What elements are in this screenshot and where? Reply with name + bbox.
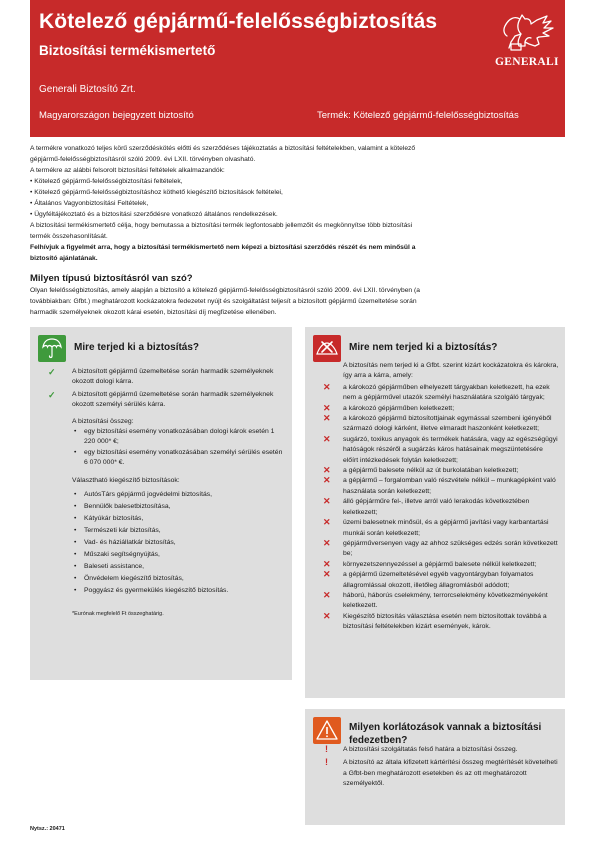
not-covered-content <box>313 361 559 633</box>
x-mark-icon: ✕ <box>323 537 331 548</box>
exclusion-text: a károkozó gépjármű biztosítottjainak egymással szembeni igényéből származó dologi kárként, illetve elmaradt haszonként keletkezett; <box>343 415 552 433</box>
covered-item-text: A biztosított gépjármű üzemeltetése során harmadik személyeknek okozott személyi sérülés kárra. <box>72 390 274 409</box>
exclusion-item <box>313 570 559 591</box>
generali-logo <box>495 10 557 68</box>
document-subtitle: Biztosítási termékismertető <box>39 43 216 58</box>
section-line: harmadik személyeknek okozott kárai esetén, biztosítási díj megfizetése ellenében. <box>30 309 277 316</box>
exclusion-text: a károkozó gépjárműben elhelyezett tárgyakban keletkezett, ha ezek nem a gépjárművel utazók személyi használatára szolgáló tárgyak; <box>343 383 550 402</box>
x-mark-icon: ✕ <box>323 465 331 476</box>
exclusion-item <box>313 466 559 476</box>
header-banner <box>30 0 565 137</box>
company-name: Generali Biztosító Zrt. <box>39 84 136 95</box>
brand-name: GENERALI <box>495 56 559 68</box>
option-item: • Poggyász és gyermekülés kiegészítő biztosítás. <box>38 586 286 596</box>
limits-box <box>305 709 565 825</box>
option-item: • Bennülők balesetbiztosítása, <box>38 502 286 512</box>
warning-icon <box>313 717 341 744</box>
exclusion-item <box>313 383 559 404</box>
x-mark-icon: ✕ <box>323 413 331 424</box>
exclusion-item <box>313 414 559 435</box>
exclusion-text: környezetszennyezéssel a gépjármű balesete nélkül keletkezett; <box>343 560 537 568</box>
x-mark-icon: ✕ <box>323 569 331 580</box>
option-item: • Baleseti assistance, <box>38 562 286 572</box>
intro-notice: Felhívjuk a figyelmét arra, hogy a biztosítási termékismertető nem képezi a biztosítási szerződés részét és nem minősül a <box>30 244 416 251</box>
limits-title: Milyen korlátozások vannak a biztosítási fedezetben? <box>349 722 542 746</box>
exclusion-text: Kiegészítő biztosítás választása esetén nem biztosítottak továbbá a biztosítási feltételekben kizárt események, károk. <box>343 612 547 631</box>
umbrella-icon <box>38 335 66 362</box>
lion-icon <box>495 10 557 52</box>
exclusion-item <box>313 539 559 560</box>
section-heading: Milyen típusú biztosításról van szó? <box>30 273 193 284</box>
intro-line: A termékre az alábbi felsorolt biztosítási feltételek alkalmazandók: <box>30 167 225 174</box>
option-item: • Műszaki segítségnyújtás, <box>38 550 286 560</box>
registration-number: Nytsz.: 20471 <box>30 826 65 832</box>
section-text <box>30 285 565 318</box>
not-covered-title: Mire nem terjed ki a biztosítás? <box>349 342 498 353</box>
x-mark-icon: ✕ <box>323 558 331 569</box>
sum-item: • egy biztosítási esemény vonatkozásában dologi károk esetén 1 220 000* €; <box>38 427 286 448</box>
document-title: Kötelező gépjármű-felelősségbiztosítás <box>39 10 438 33</box>
limit-item <box>313 758 559 789</box>
section-line: továbbiakban: Gfbt.) meghatározott kockázatokra fedezetet nyújt és szolgáltatást teljesít a biztosított gépjármű üzemeltetése során <box>30 298 417 305</box>
section-line: Olyan felelősségbiztosítás, amely alapján a biztosító a kötelező gépjármű-felelősségbiztosításról szóló 2009. évi LXII. törvényben (a <box>30 287 420 294</box>
cross-icon <box>313 335 341 362</box>
intro-text <box>30 143 565 264</box>
covered-box <box>30 327 292 680</box>
option-item: • Vad- és háziállatkár biztosítás, <box>38 538 286 548</box>
exclusion-text: üzemi balesetnek minősül, és a gépjármű javítási vagy karbantartási munkái során keletkezett; <box>343 519 549 537</box>
exclusion-item <box>313 612 559 633</box>
exclamation-icon: ! <box>325 744 328 754</box>
exclusion-item <box>313 497 559 518</box>
checkmark-icon: ✓ <box>48 389 56 400</box>
exclusion-item <box>313 404 559 414</box>
x-mark-icon: ✕ <box>323 475 331 486</box>
covered-item-text: A biztosított gépjármű üzemeltetése során harmadik személyeknek okozott dologi kárra. <box>72 368 274 386</box>
covered-item <box>38 390 286 411</box>
covered-content <box>38 367 286 619</box>
footnote: *Eurónak megfelelő Ft összeghatárig. <box>72 611 164 618</box>
x-mark-icon: ✕ <box>323 610 331 621</box>
exclusion-item <box>313 591 559 612</box>
intro-closing: termék összehasonlítását. <box>30 233 108 240</box>
exclusion-item <box>313 435 559 466</box>
limits-content <box>313 745 559 793</box>
intro-line: gépjármű-felelősségbiztosításról szóló 2009. évi LXII. törvényben olvasható. <box>30 156 256 163</box>
intro-bullet: • Kötelező gépjármű-felelősségbiztosítási feltételek, <box>30 176 565 187</box>
limit-item <box>313 745 559 755</box>
not-covered-box <box>305 327 565 698</box>
sum-label: A biztosítási összeg: <box>72 417 134 425</box>
covered-title: Mire terjed ki a biztosítás? <box>74 342 200 353</box>
x-mark-icon: ✕ <box>323 433 331 444</box>
not-covered-intro: A biztosítás nem terjed ki a Gfbt. szerint kizárt kockázatokra és károkra, így arra a kárra, amely: <box>343 362 559 380</box>
covered-item <box>38 367 286 388</box>
exclusion-text: gépjárműversenyen vagy az ahhoz szükséges edzés során következett be; <box>343 539 558 558</box>
option-item: • Kátyúkár biztosítás, <box>38 514 286 524</box>
options-label: Választható kiegészítő biztosítások: <box>72 476 180 484</box>
x-mark-icon: ✕ <box>323 381 331 392</box>
intro-line: A termékre vonatkozó teljes körű szerződéskötés előtti és szerződéses tájékoztatás a biztosítási feltételekben, valamint a kötelező <box>30 145 416 152</box>
exclusion-text: álló gépjárműre fel-, illetve arról való lerakodás következtében keletkezett; <box>343 498 530 516</box>
exclusion-item <box>313 476 559 497</box>
exclusion-text: háború, háborús cselekmény, terrorcselekmény következményeként keletkezett. <box>343 591 548 610</box>
x-mark-icon: ✕ <box>323 517 331 528</box>
intro-notice: biztosító ajánlatának. <box>30 255 98 262</box>
limit-text: A biztosító az általa kifizetett kártérítési összeg megtérítését követelheti a Gfbt-ben meghatározott esetekben és az ott meghatározott személyektől. <box>343 759 558 788</box>
product-name: Termék: Kötelező gépjármű-felelősségbiztosítás <box>317 110 519 121</box>
exclusion-text: a gépjármű balesete nélkül az út burkolatában keletkezett; <box>343 467 519 475</box>
intro-bullet: • Általános Vagyonbiztosítási Feltételek, <box>30 198 565 209</box>
sum-item: • egy biztosítási esemény vonatkozásában személyi sérülés esetén 6 070 000* €. <box>38 448 286 469</box>
intro-closing: A biztosítási termékismertető célja, hogy bemutassa a biztosítási termék legfontosabb jellemzőit és megkönnyítse több biztosítási <box>30 222 413 229</box>
exclusion-text: a károkozó gépjárműben keletkezett; <box>343 404 455 412</box>
exclusion-text: a gépjármű üzemeltetésével egyéb vagyontárgyban folyamatos állagromlással okozott, illetőleg állagromlásból adódott; <box>343 571 534 589</box>
registration-note: Magyarországon bejegyzett biztosító <box>39 110 194 121</box>
exclusion-item <box>313 560 559 570</box>
intro-bullet: • Kötelező gépjármű-felelősségbiztosításhoz köthető kiegészítő biztosítások feltételei, <box>30 187 565 198</box>
checkmark-icon: ✓ <box>48 367 56 377</box>
exclusion-text: a gépjármű – forgalomban való részvétele nélkül – munkagépként való használata során keletkezett; <box>343 477 556 495</box>
exclusion-item <box>313 518 559 539</box>
x-mark-icon: ✕ <box>323 496 331 507</box>
option-item: • Önvédelem kiegészítő biztosítás, <box>38 574 286 584</box>
intro-bullet: • Ügyféltájékoztató és a biztosítási szerződésre vonatkozó általános rendelkezések. <box>30 209 565 220</box>
option-item: • AutósTárs gépjármű jogvédelmi biztosítás, <box>38 490 286 500</box>
exclusion-text: sugárzó, toxikus anyagok és termékek hatására, vagy az egészségügyi hatóságok részéről a sugárzás káros hatásainak megszüntetésére előírt intézkedések folytán keletkezett; <box>343 435 558 464</box>
limit-text: A biztosítási szolgáltatás felső határa a biztosítási összeg. <box>343 746 518 753</box>
x-mark-icon: ✕ <box>323 402 331 413</box>
x-mark-icon: ✕ <box>323 589 331 600</box>
option-item: • Természeti kár biztosítás, <box>38 526 286 536</box>
exclamation-icon: ! <box>325 757 328 768</box>
